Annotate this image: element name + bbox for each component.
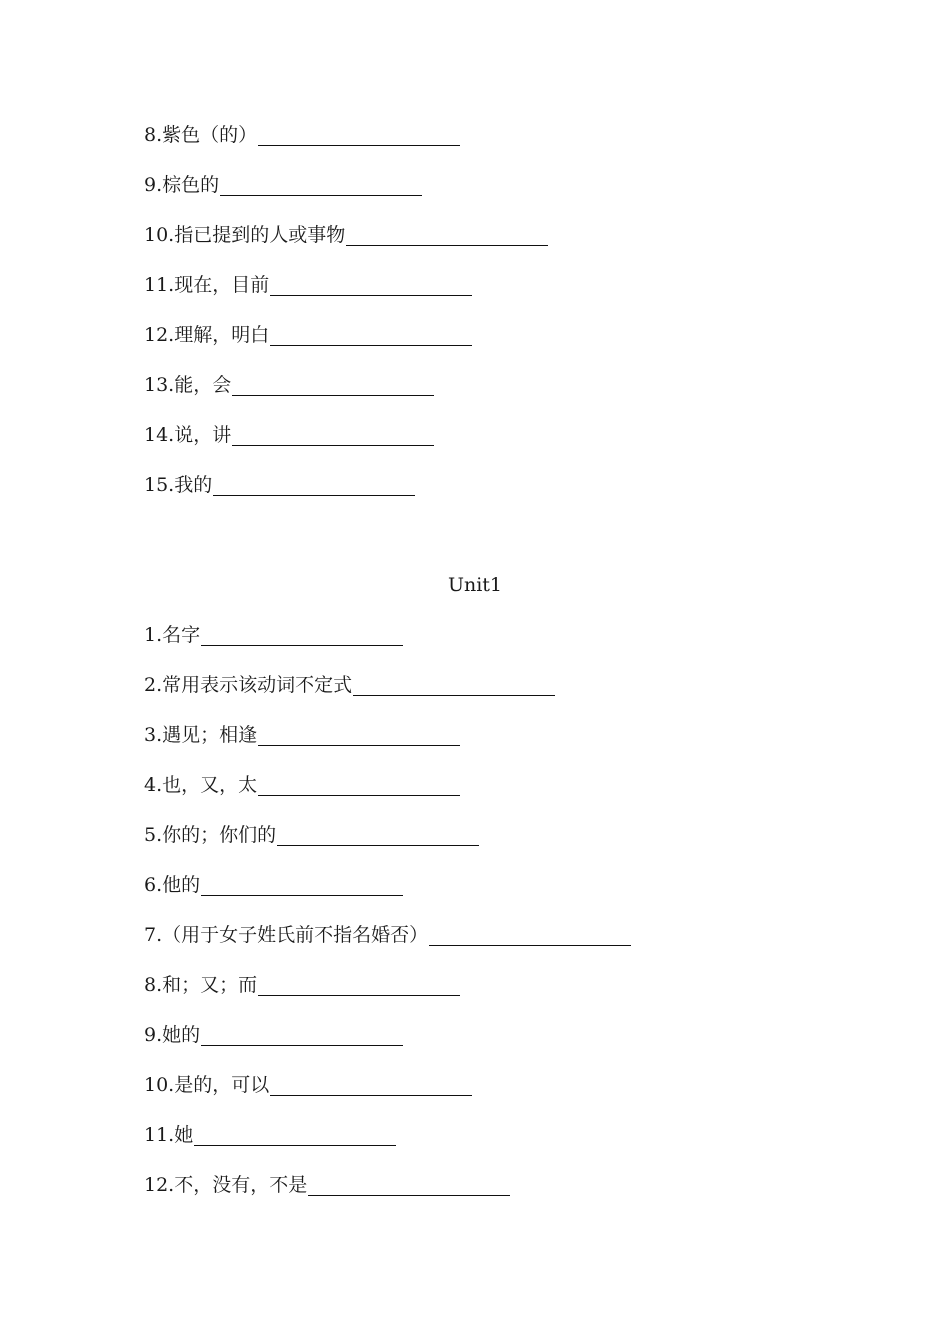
answer-blank[interactable] bbox=[258, 144, 460, 146]
item-prompt: 棕色的 bbox=[162, 174, 220, 196]
item-number: 11. bbox=[144, 1124, 175, 1146]
item-number: 11. bbox=[144, 274, 175, 296]
vocab-item bbox=[144, 220, 548, 250]
answer-blank[interactable] bbox=[270, 294, 472, 296]
answer-blank[interactable] bbox=[258, 744, 460, 746]
item-prompt: 也，又，太 bbox=[162, 774, 258, 796]
item-prompt: 常用表示该动词不定式 bbox=[162, 674, 353, 696]
item-prompt: 我的 bbox=[174, 474, 213, 496]
vocab-item bbox=[144, 1070, 472, 1100]
answer-blank[interactable] bbox=[277, 844, 479, 846]
answer-blank[interactable] bbox=[258, 994, 460, 996]
answer-blank[interactable] bbox=[270, 344, 472, 346]
item-prompt: 说，讲 bbox=[174, 424, 232, 446]
item-prompt: 名字 bbox=[162, 624, 201, 646]
item-prompt: 和；又；而 bbox=[162, 974, 258, 996]
item-prompt: 是的，可以 bbox=[174, 1074, 270, 1096]
item-number: 9. bbox=[144, 1024, 163, 1046]
item-number: 8. bbox=[144, 124, 163, 146]
item-number: 3. bbox=[144, 724, 163, 746]
item-prompt: 指已提到的人或事物 bbox=[174, 224, 346, 246]
vocab-item bbox=[144, 370, 434, 400]
vocab-item bbox=[144, 720, 460, 750]
item-number: 1. bbox=[144, 624, 163, 646]
vocab-item bbox=[144, 320, 472, 350]
answer-blank[interactable] bbox=[270, 1094, 472, 1096]
vocab-item bbox=[144, 120, 460, 150]
answer-blank[interactable] bbox=[220, 194, 422, 196]
item-number: 12. bbox=[144, 1174, 175, 1196]
answer-blank[interactable] bbox=[232, 394, 434, 396]
item-prompt: 理解，明白 bbox=[174, 324, 270, 346]
answer-blank[interactable] bbox=[353, 694, 555, 696]
item-prompt: 不，没有，不是 bbox=[174, 1174, 308, 1196]
vocab-item bbox=[144, 1170, 510, 1200]
item-number: 15. bbox=[144, 474, 175, 496]
vocab-item bbox=[144, 920, 631, 950]
answer-blank[interactable] bbox=[201, 644, 403, 646]
item-prompt: 现在，目前 bbox=[174, 274, 270, 296]
vocab-item bbox=[144, 820, 479, 850]
item-prompt: 紫色（的） bbox=[162, 124, 258, 146]
item-number: 10. bbox=[144, 224, 175, 246]
item-prompt: 遇见；相逢 bbox=[162, 724, 258, 746]
vocab-item bbox=[144, 670, 555, 700]
vocab-item bbox=[144, 270, 472, 300]
answer-blank[interactable] bbox=[429, 944, 631, 946]
item-number: 4. bbox=[144, 774, 163, 796]
item-number: 9. bbox=[144, 174, 163, 196]
item-prompt: 能，会 bbox=[174, 374, 232, 396]
answer-blank[interactable] bbox=[258, 794, 460, 796]
vocab-item bbox=[144, 970, 460, 1000]
item-number: 8. bbox=[144, 974, 163, 996]
item-prompt: 他的 bbox=[162, 874, 201, 896]
item-number: 14. bbox=[144, 424, 175, 446]
vocab-item bbox=[144, 170, 422, 200]
vocab-item bbox=[144, 470, 415, 500]
answer-blank[interactable] bbox=[308, 1194, 510, 1196]
item-prompt: 她的 bbox=[162, 1024, 201, 1046]
vocab-item bbox=[144, 870, 403, 900]
item-number: 12. bbox=[144, 324, 175, 346]
item-number: 13. bbox=[144, 374, 175, 396]
answer-blank[interactable] bbox=[194, 1144, 396, 1146]
item-number: 6. bbox=[144, 874, 163, 896]
vocab-item bbox=[144, 1120, 396, 1150]
item-prompt: 她 bbox=[174, 1124, 194, 1146]
item-number: 5. bbox=[144, 824, 163, 846]
vocab-item bbox=[144, 620, 403, 650]
answer-blank[interactable] bbox=[232, 444, 434, 446]
answer-blank[interactable] bbox=[201, 894, 403, 896]
vocab-item bbox=[144, 420, 434, 450]
vocab-item bbox=[144, 770, 460, 800]
item-prompt: （用于女子姓氏前不指名婚否） bbox=[162, 924, 429, 946]
answer-blank[interactable] bbox=[201, 1044, 403, 1046]
item-number: 7. bbox=[144, 924, 163, 946]
answer-blank[interactable] bbox=[213, 494, 415, 496]
unit-title: Unit1 bbox=[447, 574, 503, 596]
item-number: 10. bbox=[144, 1074, 175, 1096]
item-number: 2. bbox=[144, 674, 163, 696]
item-prompt: 你的；你们的 bbox=[162, 824, 277, 846]
answer-blank[interactable] bbox=[346, 244, 548, 246]
vocab-item bbox=[144, 1020, 403, 1050]
